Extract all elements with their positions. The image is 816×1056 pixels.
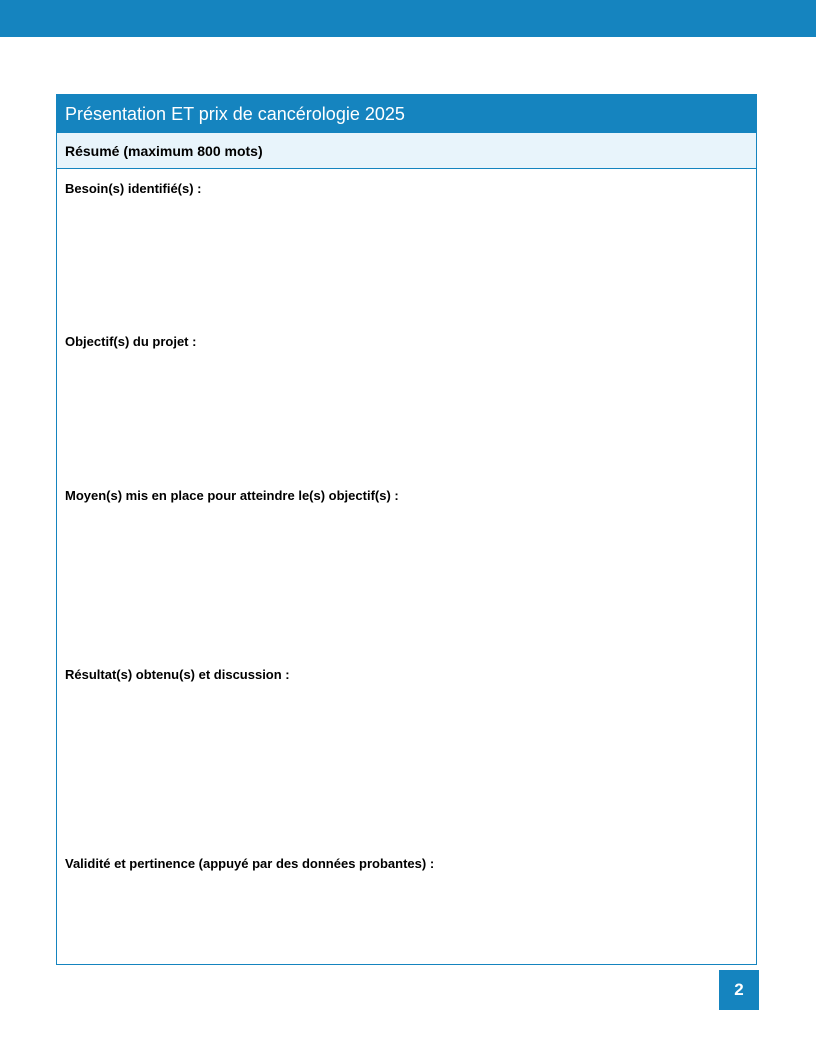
page-number: 2 (719, 970, 759, 1010)
section-label-means: Moyen(s) mis en place pour atteindre le(s) objectif(s) : (65, 488, 399, 503)
form-title: Présentation ET prix de cancérologie 2025 (65, 104, 405, 124)
section-label-needs: Besoin(s) identifié(s) : (65, 181, 202, 196)
form-title-row (57, 95, 756, 133)
section-label-objectives: Objectif(s) du projet : (65, 334, 197, 349)
form-subtitle: Résumé (maximum 800 mots) (65, 143, 263, 159)
section-label-results: Résultat(s) obtenu(s) et discussion : (65, 667, 290, 682)
summary-form (56, 94, 757, 965)
section-label-validity: Validité et pertinence (appuyé par des données probantes) : (65, 856, 435, 871)
form-subtitle-row (57, 133, 756, 169)
header-band (0, 0, 816, 37)
